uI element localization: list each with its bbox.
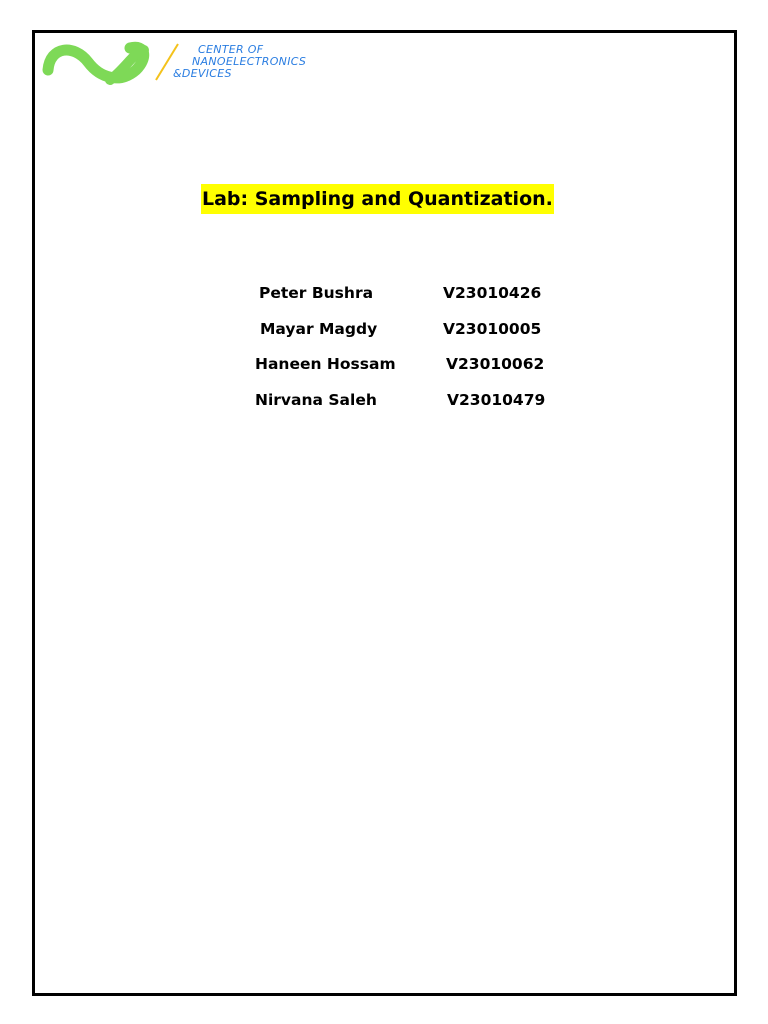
logo-text-line-3: &DEVICES xyxy=(173,67,232,80)
page-border xyxy=(32,30,737,996)
member-name: Mayar Magdy xyxy=(260,320,378,338)
member-name: Peter Bushra xyxy=(259,284,374,302)
member-name: Haneen Hossam xyxy=(255,355,396,373)
infinity-logo-icon xyxy=(40,40,190,90)
organization-logo xyxy=(40,40,330,90)
logo-text-line-2: NANOELECTRONICS xyxy=(192,55,307,68)
member-id: V23010062 xyxy=(446,355,545,373)
document-title: Lab: Sampling and Quantization. xyxy=(201,184,554,214)
member-id: V23010479 xyxy=(447,391,546,409)
member-name: Nirvana Saleh xyxy=(255,391,377,409)
member-id: V23010426 xyxy=(443,284,542,302)
logo-text-line-1: CENTER OF xyxy=(198,43,264,56)
member-id: V23010005 xyxy=(443,320,542,338)
